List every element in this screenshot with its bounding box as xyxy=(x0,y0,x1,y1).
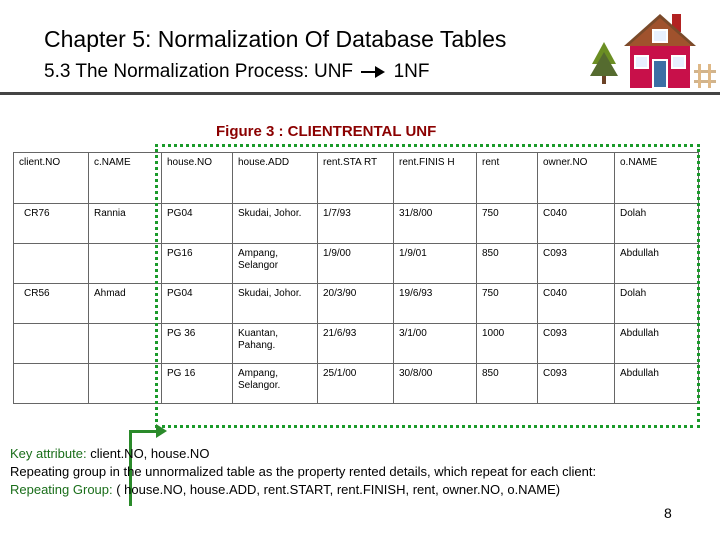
cell-rent-start: 20/3/90 xyxy=(318,284,394,324)
slide-subtitle xyxy=(44,61,430,83)
subtitle-left: 5.3 The Normalization Process: UNF xyxy=(44,61,354,82)
cell-client-no xyxy=(14,324,89,364)
cell-rent: 850 xyxy=(477,364,538,404)
house-clipart xyxy=(590,8,718,96)
repeating-group-description: Repeating group in the unnormalized table as the property rented details, which repeat for each client: xyxy=(10,464,597,479)
cell-rent: 750 xyxy=(477,284,538,324)
cell-o-name: Abdullah xyxy=(615,364,699,404)
cell-house-no: PG16 xyxy=(162,244,233,284)
cell-house-add: Ampang, Selangor. xyxy=(233,364,318,404)
cell-house-no: PG 16 xyxy=(162,364,233,404)
notes-block xyxy=(10,445,716,499)
cell-owner-no: C093 xyxy=(538,244,615,284)
cell-c-name: Rannia xyxy=(89,204,162,244)
col-header-o-name: o.NAME xyxy=(615,153,699,204)
col-header-rent-finish: rent.FINIS H xyxy=(394,153,477,204)
cell-client-no: CR56 xyxy=(14,284,89,324)
cell-owner-no: C040 xyxy=(538,204,615,244)
cell-client-no xyxy=(14,244,89,284)
cell-rent-finish: 31/8/00 xyxy=(394,204,477,244)
cell-rent-finish: 30/8/00 xyxy=(394,364,477,404)
title-divider xyxy=(0,92,720,95)
pointer-arrow-icon xyxy=(156,424,167,438)
figure-title: Figure 3 : CLIENTRENTAL UNF xyxy=(216,123,437,140)
cell-rent: 750 xyxy=(477,204,538,244)
subtitle-right: 1NF xyxy=(393,61,430,82)
cell-owner-no: C093 xyxy=(538,364,615,404)
cell-c-name xyxy=(89,244,162,284)
repeating-group-value: ( house.NO, house.ADD, rent.START, rent.FINISH, rent, owner.NO, o.NAME) xyxy=(112,482,561,497)
col-header-owner-no: owner.NO xyxy=(538,153,615,204)
cell-house-add: Kuantan, Pahang. xyxy=(233,324,318,364)
cell-rent-start: 1/9/00 xyxy=(318,244,394,284)
cell-rent: 1000 xyxy=(477,324,538,364)
col-header-client-no: client.NO xyxy=(14,153,89,204)
col-header-rent-start: rent.STA RT xyxy=(318,153,394,204)
cell-rent-finish: 19/6/93 xyxy=(394,284,477,324)
cell-c-name xyxy=(89,324,162,364)
cell-o-name: Dolah xyxy=(615,204,699,244)
cell-client-no xyxy=(14,364,89,404)
cell-o-name: Dolah xyxy=(615,284,699,324)
repeating-group-label: Repeating Group: xyxy=(10,482,113,497)
key-attribute-label: Key attribute: xyxy=(10,446,87,461)
cell-owner-no: C093 xyxy=(538,324,615,364)
page-number: 8 xyxy=(664,505,672,521)
pointer-arrow-shaft xyxy=(129,430,159,433)
right-arrow-icon xyxy=(360,65,386,79)
cell-house-add: Skudai, Johor. xyxy=(233,204,318,244)
slide-title: Chapter 5: Normalization Of Database Tables xyxy=(44,26,507,52)
cell-house-no: PG04 xyxy=(162,284,233,324)
cell-rent-start: 25/1/00 xyxy=(318,364,394,404)
cell-rent-start: 1/7/93 xyxy=(318,204,394,244)
cell-house-no: PG04 xyxy=(162,204,233,244)
col-header-c-name: c.NAME xyxy=(89,153,162,204)
col-header-house-add: house.ADD xyxy=(233,153,318,204)
col-header-house-no: house.NO xyxy=(162,153,233,204)
cell-rent-finish: 3/1/00 xyxy=(394,324,477,364)
key-attribute-value: client.NO, house.NO xyxy=(86,446,210,461)
cell-rent: 850 xyxy=(477,244,538,284)
cell-c-name xyxy=(89,364,162,404)
cell-house-add: Skudai, Johor. xyxy=(233,284,318,324)
cell-rent-start: 21/6/93 xyxy=(318,324,394,364)
cell-c-name: Ahmad xyxy=(89,284,162,324)
cell-o-name: Abdullah xyxy=(615,324,699,364)
key-attribute-line xyxy=(10,445,716,463)
cell-client-no: CR76 xyxy=(14,204,89,244)
cell-rent-finish: 1/9/01 xyxy=(394,244,477,284)
cell-house-add: Ampang, Selangor xyxy=(233,244,318,284)
cell-owner-no: C040 xyxy=(538,284,615,324)
cell-house-no: PG 36 xyxy=(162,324,233,364)
repeating-group-highlight xyxy=(155,144,700,428)
repeating-group-line xyxy=(10,481,716,499)
cell-o-name: Abdullah xyxy=(615,244,699,284)
col-header-rent: rent xyxy=(477,153,538,204)
